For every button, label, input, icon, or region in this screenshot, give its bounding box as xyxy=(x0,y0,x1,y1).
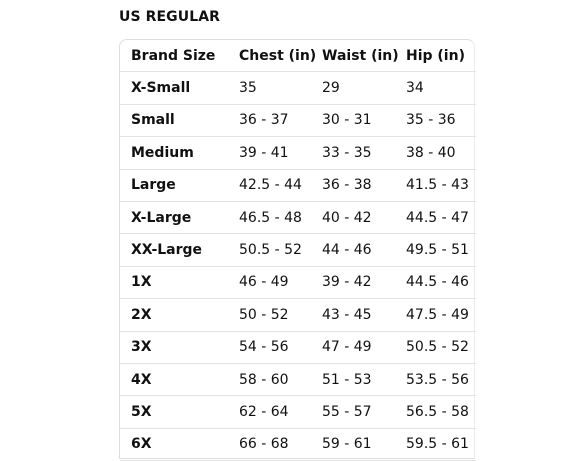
hip-cell: 44.5 - 46 xyxy=(395,266,476,298)
brand-size-cell: 6X xyxy=(120,428,228,460)
chest-cell: 58 - 60 xyxy=(228,363,311,395)
waist-cell: 51 - 53 xyxy=(311,363,395,395)
waist-cell: 29 xyxy=(311,72,395,104)
table-row xyxy=(120,266,476,298)
brand-size-cell: 3X xyxy=(120,331,228,363)
brand-size-cell: 1X xyxy=(120,266,228,298)
table-row xyxy=(120,72,476,104)
table-row xyxy=(120,137,476,169)
brand-size-cell: Large xyxy=(120,169,228,201)
hip-cell: 53.5 - 56 xyxy=(395,363,476,395)
header-brand-size: Brand Size xyxy=(120,40,228,72)
header-row xyxy=(120,40,476,72)
chest-cell: 66 - 68 xyxy=(228,428,311,460)
waist-cell: 40 - 42 xyxy=(311,201,395,233)
table-row xyxy=(120,396,476,428)
table-row xyxy=(120,201,476,233)
waist-cell: 39 - 42 xyxy=(311,266,395,298)
hip-cell: 41.5 - 43 xyxy=(395,169,476,201)
waist-cell: 33 - 35 xyxy=(311,137,395,169)
chest-cell: 46.5 - 48 xyxy=(228,201,311,233)
hip-cell: 38 - 40 xyxy=(395,137,476,169)
size-chart-table xyxy=(120,40,476,461)
waist-cell: 30 - 31 xyxy=(311,104,395,136)
table-row xyxy=(120,331,476,363)
header-chest: Chest (in) xyxy=(228,40,311,72)
waist-cell: 44 - 46 xyxy=(311,234,395,266)
chest-cell: 36 - 37 xyxy=(228,104,311,136)
table-row xyxy=(120,428,476,460)
table-row xyxy=(120,104,476,136)
chest-cell: 35 xyxy=(228,72,311,104)
hip-cell: 56.5 - 58 xyxy=(395,396,476,428)
chest-cell: 39 - 41 xyxy=(228,137,311,169)
brand-size-cell: 5X xyxy=(120,396,228,428)
table-row xyxy=(120,234,476,266)
waist-cell: 59 - 61 xyxy=(311,428,395,460)
chest-cell: 50 - 52 xyxy=(228,299,311,331)
chest-cell: 42.5 - 44 xyxy=(228,169,311,201)
hip-cell: 59.5 - 61 xyxy=(395,428,476,460)
hip-cell: 49.5 - 51 xyxy=(395,234,476,266)
header-waist: Waist (in) xyxy=(311,40,395,72)
brand-size-cell: Small xyxy=(120,104,228,136)
hip-cell: 44.5 - 47 xyxy=(395,201,476,233)
table-row xyxy=(120,363,476,395)
brand-size-cell: XX-Large xyxy=(120,234,228,266)
hip-cell: 35 - 36 xyxy=(395,104,476,136)
header-hip: Hip (in) xyxy=(395,40,476,72)
brand-size-cell: Medium xyxy=(120,137,228,169)
chest-cell: 54 - 56 xyxy=(228,331,311,363)
waist-cell: 36 - 38 xyxy=(311,169,395,201)
table-row xyxy=(120,299,476,331)
chest-cell: 50.5 - 52 xyxy=(228,234,311,266)
chest-cell: 46 - 49 xyxy=(228,266,311,298)
size-chart-table-container xyxy=(119,39,475,459)
section-title: US REGULAR xyxy=(119,9,221,25)
waist-cell: 43 - 45 xyxy=(311,299,395,331)
table-row xyxy=(120,169,476,201)
chest-cell: 62 - 64 xyxy=(228,396,311,428)
waist-cell: 55 - 57 xyxy=(311,396,395,428)
brand-size-cell: X-Large xyxy=(120,201,228,233)
hip-cell: 34 xyxy=(395,72,476,104)
hip-cell: 47.5 - 49 xyxy=(395,299,476,331)
brand-size-cell: X-Small xyxy=(120,72,228,104)
waist-cell: 47 - 49 xyxy=(311,331,395,363)
brand-size-cell: 4X xyxy=(120,363,228,395)
brand-size-cell: 2X xyxy=(120,299,228,331)
hip-cell: 50.5 - 52 xyxy=(395,331,476,363)
